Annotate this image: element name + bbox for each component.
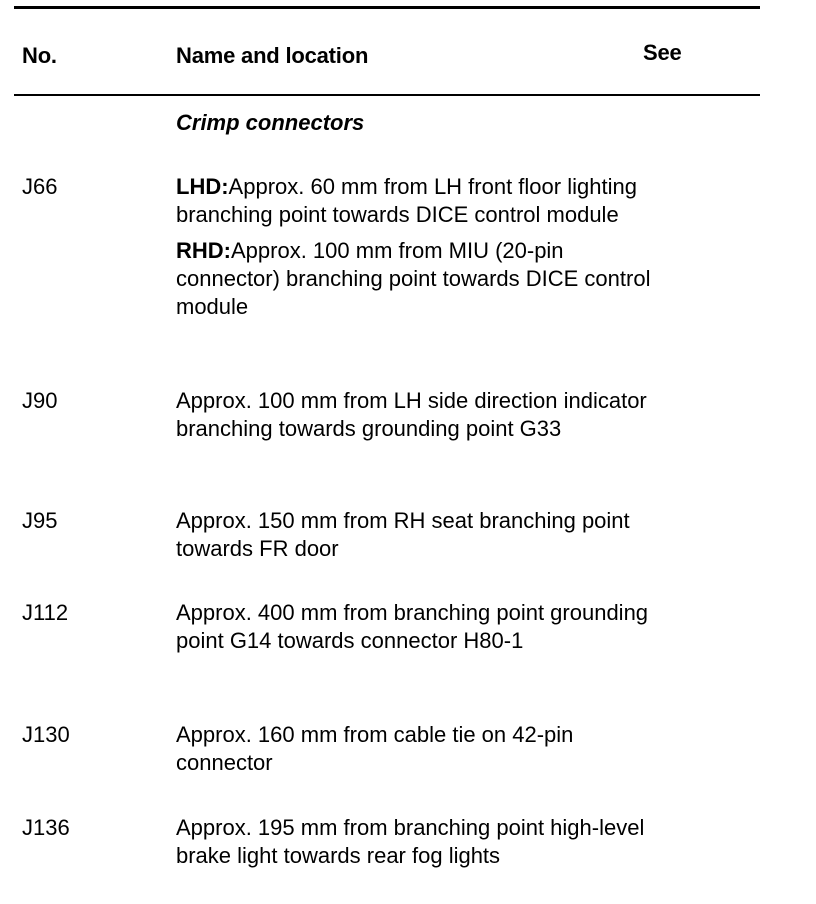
column-header-see: See xyxy=(643,40,682,65)
connector-location: Approx. 160 mm from cable tie on 42-pin connector xyxy=(176,722,574,775)
connector-number: J136 xyxy=(22,815,70,840)
connector-location: Approx. 100 mm from LH side direction indicator branching towards grounding point G33 xyxy=(176,388,647,441)
column-header-name-location: Name and location xyxy=(176,43,369,68)
connector-location xyxy=(176,173,656,321)
connector-location: Approx. 150 mm from RH seat branching point towards FR door xyxy=(176,508,630,561)
header-rule xyxy=(14,94,760,96)
connector-location: Approx. 195 mm from branching point high-level brake light towards rear fog lights xyxy=(176,815,645,868)
connector-number: J90 xyxy=(22,388,58,413)
top-rule xyxy=(14,6,760,9)
drive-side-label: RHD: xyxy=(176,238,231,263)
connector-number: J112 xyxy=(22,600,69,625)
connector-location: Approx. 400 mm from branching point grounding point G14 towards connector H80-1 xyxy=(176,600,649,653)
section-title: Crimp connectors xyxy=(176,110,365,135)
location-paragraph-lhd xyxy=(176,173,656,229)
location-text: Approx. 100 mm from MIU (20-pin connector) branching point towards DICE control module xyxy=(176,238,651,319)
connector-number: J130 xyxy=(22,722,70,747)
location-paragraph-rhd xyxy=(176,237,656,321)
column-header-no: No. xyxy=(22,43,57,68)
drive-side-label: LHD: xyxy=(176,174,229,199)
connector-number: J95 xyxy=(22,508,58,533)
connector-number: J66 xyxy=(22,174,58,199)
location-text: Approx. 60 mm from LH front floor lighting branching point towards DICE control module xyxy=(176,174,637,227)
